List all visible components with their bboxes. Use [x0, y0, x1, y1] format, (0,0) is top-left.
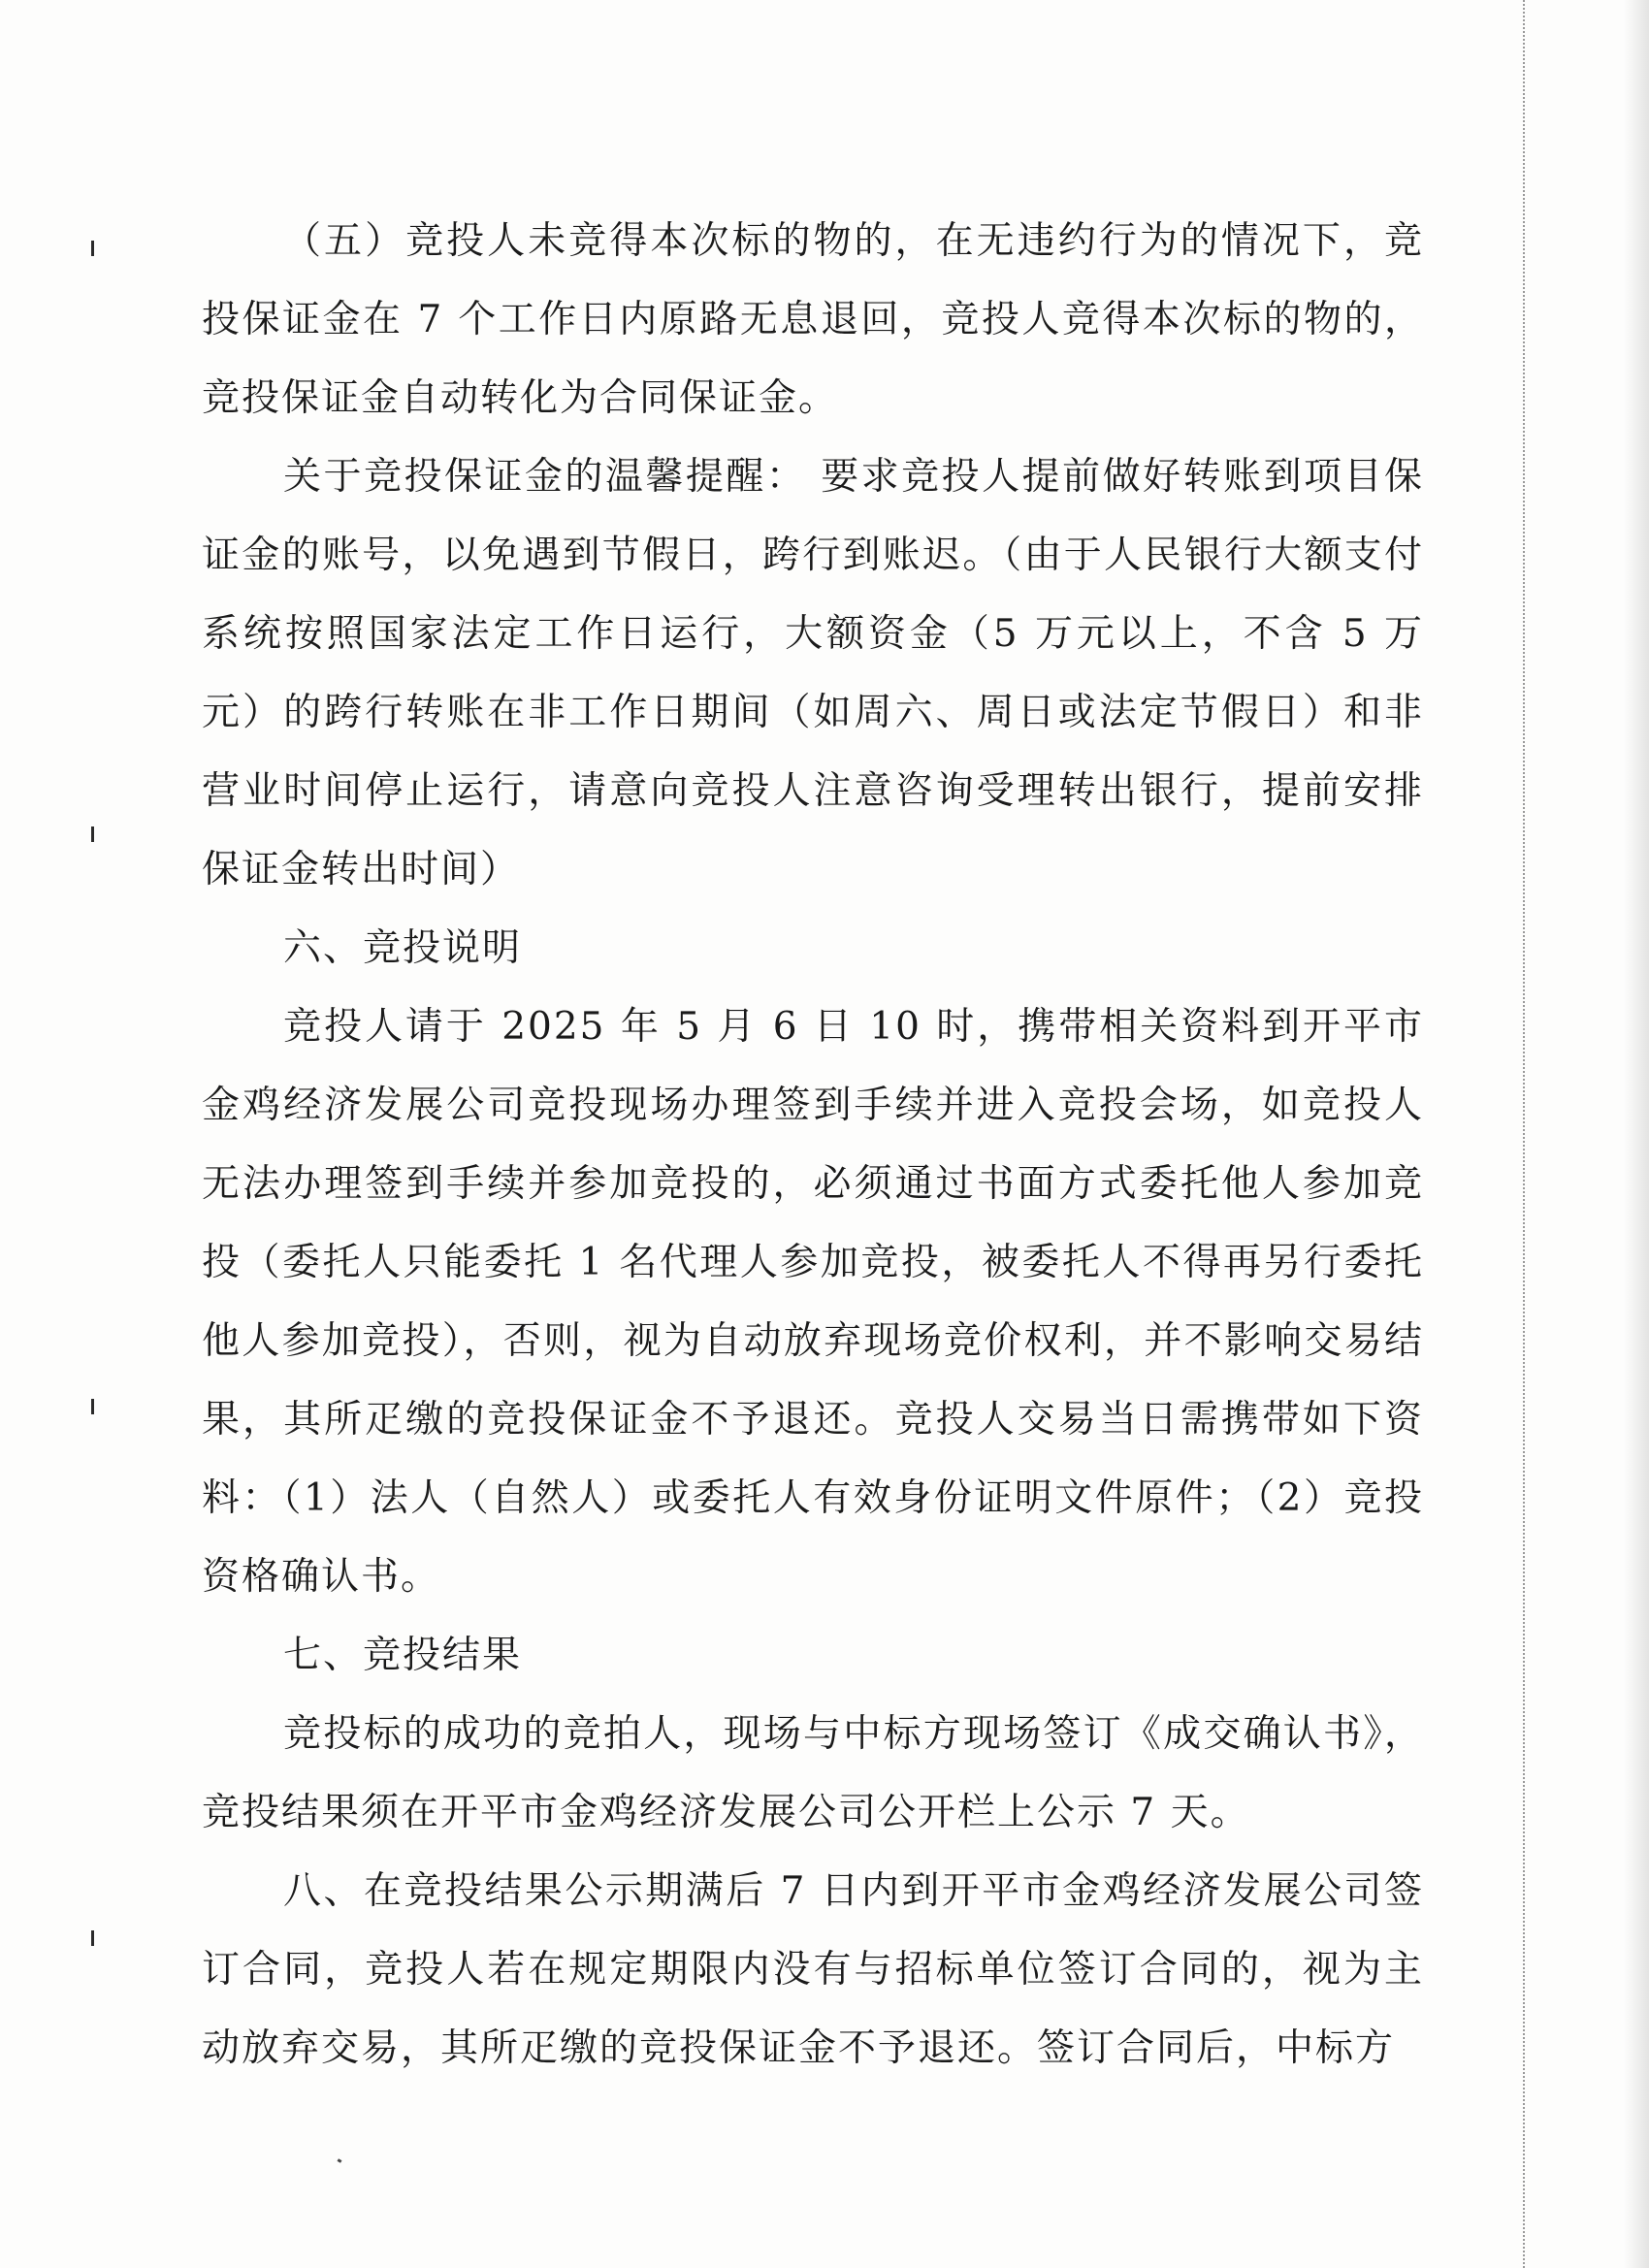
paragraph-bid-results: 竞投标的成功的竞拍人，现场与中标方现场签订《成交确认书》，竞投结果须在开平市金鸡经济发展公司公开栏上公示 7 天。 — [202, 1712, 1424, 1834]
binding-hole-mark — [91, 241, 94, 256]
document-body — [202, 202, 1424, 2088]
section-heading-bid-instructions: 六、竞投说明 — [283, 926, 523, 970]
paragraph-bid-instructions: 竞投人请于 2025 年 5 月 6 日 10 时，携带相关资料到开平市金鸡经济发展公司竞投现场办理签到手续并进入竞投会场，如竞投人无法办理签到手续并参加竞投的，必须通过书面方式委托他人参加竞投（委托人只能委托 1 名代理人参加竞投，被委托人不得再另行委托他人参加竞投），否则，视为自动放弃现场竞价权利，并不影响交易结果，其所疋缴的竞投保证金不予退还。竞投人交易当日需携带如下资料：（1）法人（自然人）或委托人有效身份证明文件原件；（2）竞投资格确认书。 — [202, 1005, 1424, 1599]
paragraph-contract-signing: 八、在竞投结果公示期满后 7 日内到开平市金鸡经济发展公司签订合同，竞投人若在规定期限内没有与招标单位签订合同的，视为主动放弃交易，其所疋缴的竞投保证金不予退还。签订合同后，中标方 — [202, 1869, 1424, 2070]
page-edge-dotted-line — [1523, 0, 1525, 2268]
scan-edge-shadow — [1624, 0, 1649, 2268]
paragraph-deposit-reminder: 关于竞投保证金的温馨提醒： 要求竞投人提前做好转账到项目保证金的账号，以免遇到节假日，跨行到账迟。（由于人民银行大额支付系统按照国家法定工作日运行，大额资金（5 万元以上，不含 5 万元）的跨行转账在非工作日期间（如周六、周日或法定节假日）和非营业时间停止运行，请意向竞投人注意咨询受理转出银行，提前安排保证金转出时间） — [202, 455, 1424, 891]
binding-hole-mark — [91, 1930, 94, 1946]
binding-hole-mark — [91, 1399, 94, 1414]
binding-hole-mark — [91, 826, 94, 842]
paragraph-refund: （五）竞投人未竞得本次标的物的，在无违约行为的情况下，竞投保证金在 7 个工作日内原路无息退回，竞投人竞得本次标的物的，竞投保证金自动转化为合同保证金。 — [202, 219, 1424, 420]
scan-speck — [338, 2158, 342, 2163]
section-heading-bid-results: 七、竞投结果 — [283, 1634, 523, 1677]
